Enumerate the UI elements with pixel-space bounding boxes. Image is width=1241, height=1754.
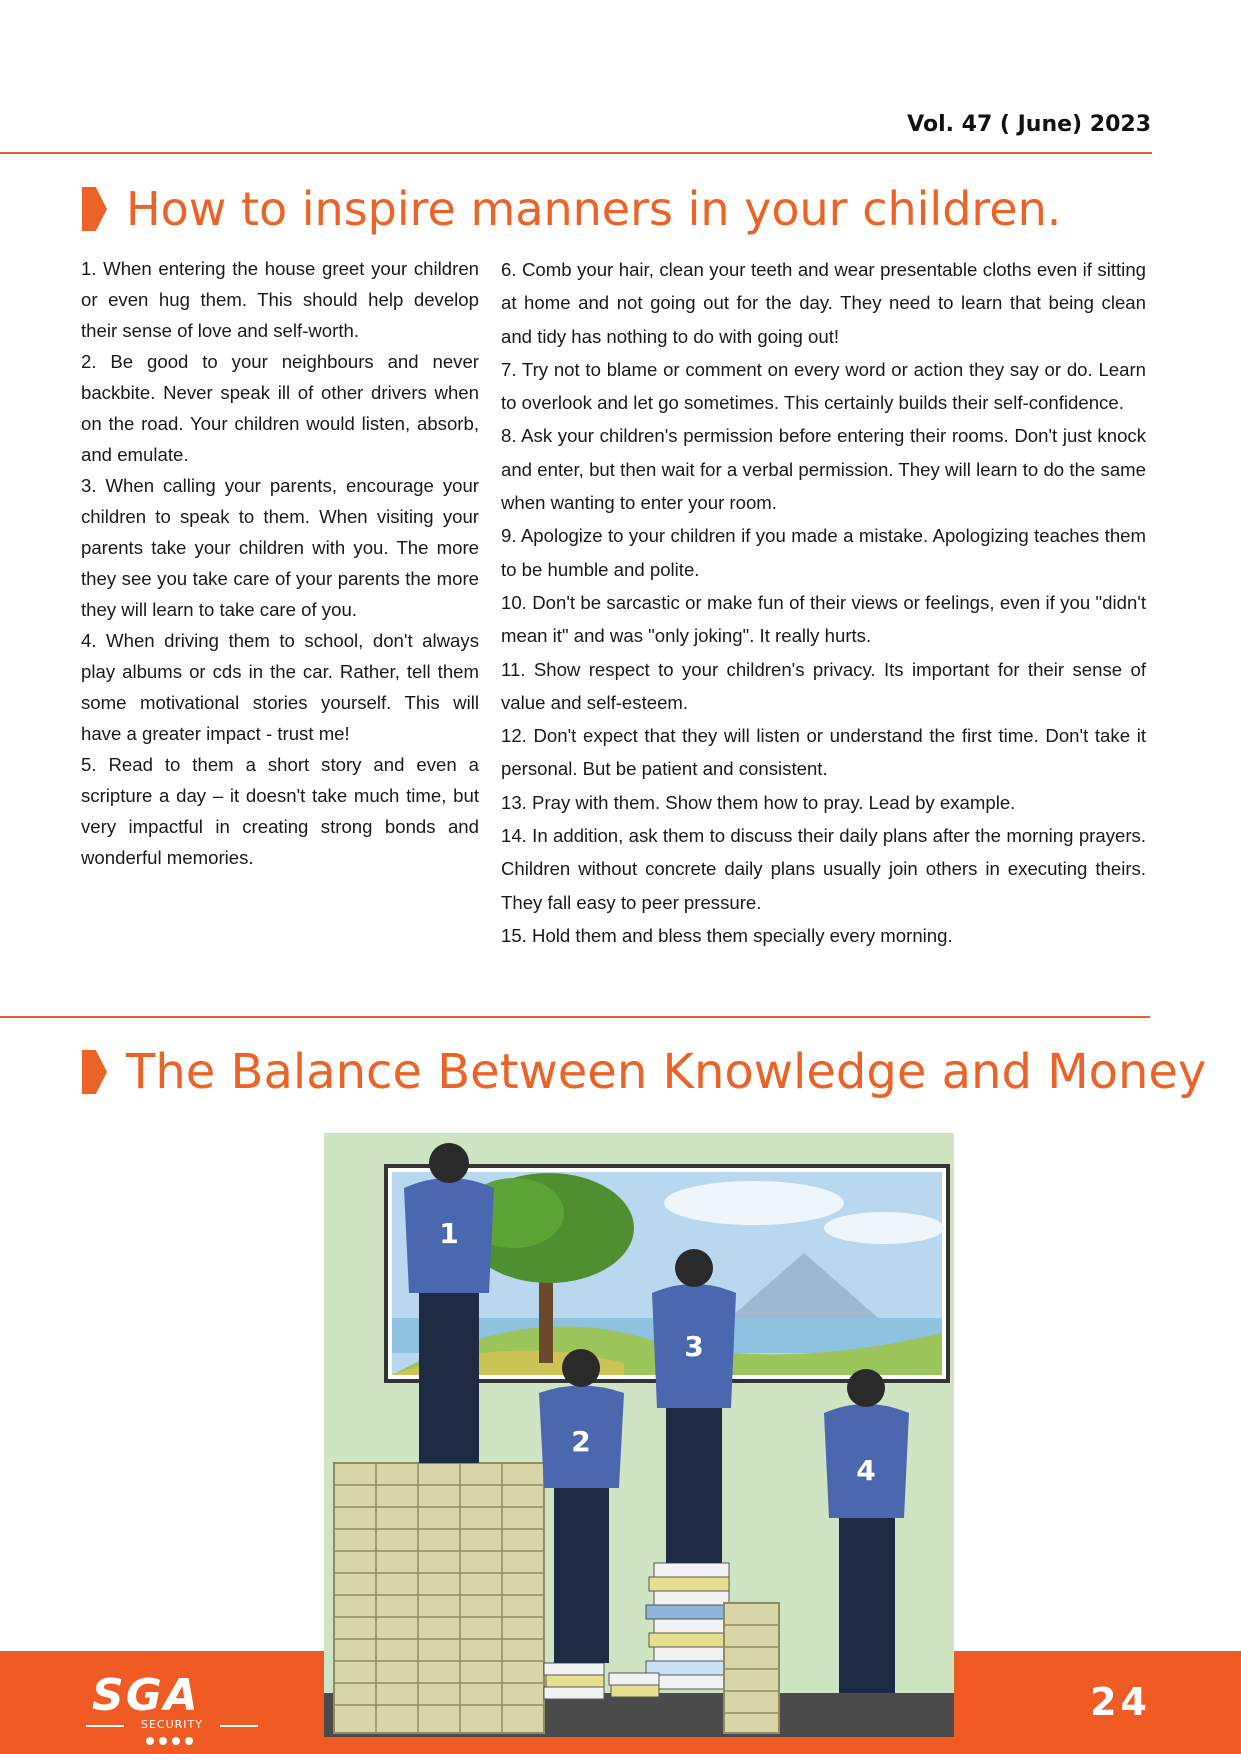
- paragraph: 2. Be good to your neighbours and never backbite. Never speak ill of other drivers when on the road. Your children would listen, absorb, and emulate.: [81, 351, 479, 465]
- paragraph: 7. Try not to blame or comment on every word or action they say or do. Learn to overlook and let go sometimes. This certainly builds their self-confidence.: [501, 358, 1146, 414]
- paragraph: 1. When entering the house greet your children or even hug them. This should help develop their sense of love and self-worth.: [81, 258, 479, 341]
- svg-text:2: 2: [571, 1425, 591, 1458]
- paragraph: 5. Read to them a short story and even a scripture a day – it doesn't take much time, but very impactful in creating strong bonds and wonderful memories.: [81, 754, 479, 868]
- article-title-manners: [82, 182, 1061, 236]
- heading-marker-icon: [82, 187, 107, 231]
- article-title-balance: [82, 1044, 1206, 1100]
- article-left-column: [81, 253, 479, 873]
- paragraph: 6. Comb your hair, clean your teeth and wear presentable cloths even if sitting at home and not going out for the day. They need to learn that being clean and tidy has nothing to do with going out!: [501, 259, 1146, 347]
- article-title-text: How to inspire manners in your children.: [126, 182, 1062, 236]
- paragraph: 8. Ask your children's permission before entering their rooms. Don't just knock and enter, but then wait for a verbal permission. They will learn to do the same when wanting to enter your room.: [501, 425, 1146, 514]
- volume-label: Vol. 47 ( June) 2023: [907, 112, 1151, 137]
- logo-text: SGA: [92, 1670, 200, 1721]
- cloud: [824, 1212, 944, 1244]
- article-right-column: [501, 253, 1146, 952]
- paragraph: 12. Don't expect that they will listen or understand the first time. Don't take it personal. But be patient and consistent.: [501, 725, 1146, 780]
- paragraph: 10. Don't be sarcastic or make fun of their views or feelings, even if you "didn't mean it" and was "only joking". It really hurts.: [501, 591, 1146, 647]
- section-divider: [0, 1016, 1150, 1018]
- top-divider: [0, 152, 1152, 154]
- knowledge-money-illustration: [324, 1133, 954, 1737]
- money-stack-1: [334, 1463, 544, 1733]
- paragraph: 14. In addition, ask them to discuss their daily plans after the morning prayers. Children without concrete daily plans usually join others in executing theirs. They fall easy to peer pressure.: [501, 825, 1146, 913]
- paragraph: 4. When driving them to school, don't always play albums or cds in the car. Rather, tell them some motivational stories yourself. This will have a greater impact - trust me!: [81, 630, 479, 744]
- paragraph: 3. When calling your parents, encourage your children to speak to them. When visiting your parents take your children with you. The more they see you take care of your parents the more they will learn to take care of you.: [81, 475, 479, 620]
- paragraph: 15. Hold them and bless them specially every morning.: [501, 924, 953, 946]
- sga-logo: [86, 1670, 258, 1740]
- page-number: 24: [1090, 1680, 1151, 1724]
- svg-text:4: 4: [856, 1454, 876, 1487]
- paragraph: 9. Apologize to your children if you made a mistake. Apologizing teaches them to be humble and polite.: [501, 525, 1146, 580]
- article-title-text: The Balance Between Knowledge and Money: [126, 1044, 1207, 1100]
- heading-marker-icon: [82, 1050, 107, 1094]
- svg-text:1: 1: [439, 1217, 459, 1250]
- money-stack-3: [724, 1603, 779, 1733]
- logo-subtext: SECURITY: [141, 1718, 203, 1731]
- logo-dots: [146, 1732, 198, 1750]
- paragraph: 11. Show respect to your children's privacy. Its important for their sense of value and self-esteem.: [501, 658, 1146, 713]
- paragraph: 13. Pray with them. Show them how to pray. Lead by example.: [501, 791, 1016, 813]
- logo-rule: [220, 1725, 258, 1727]
- svg-text:3: 3: [684, 1330, 704, 1363]
- cloud: [664, 1181, 844, 1225]
